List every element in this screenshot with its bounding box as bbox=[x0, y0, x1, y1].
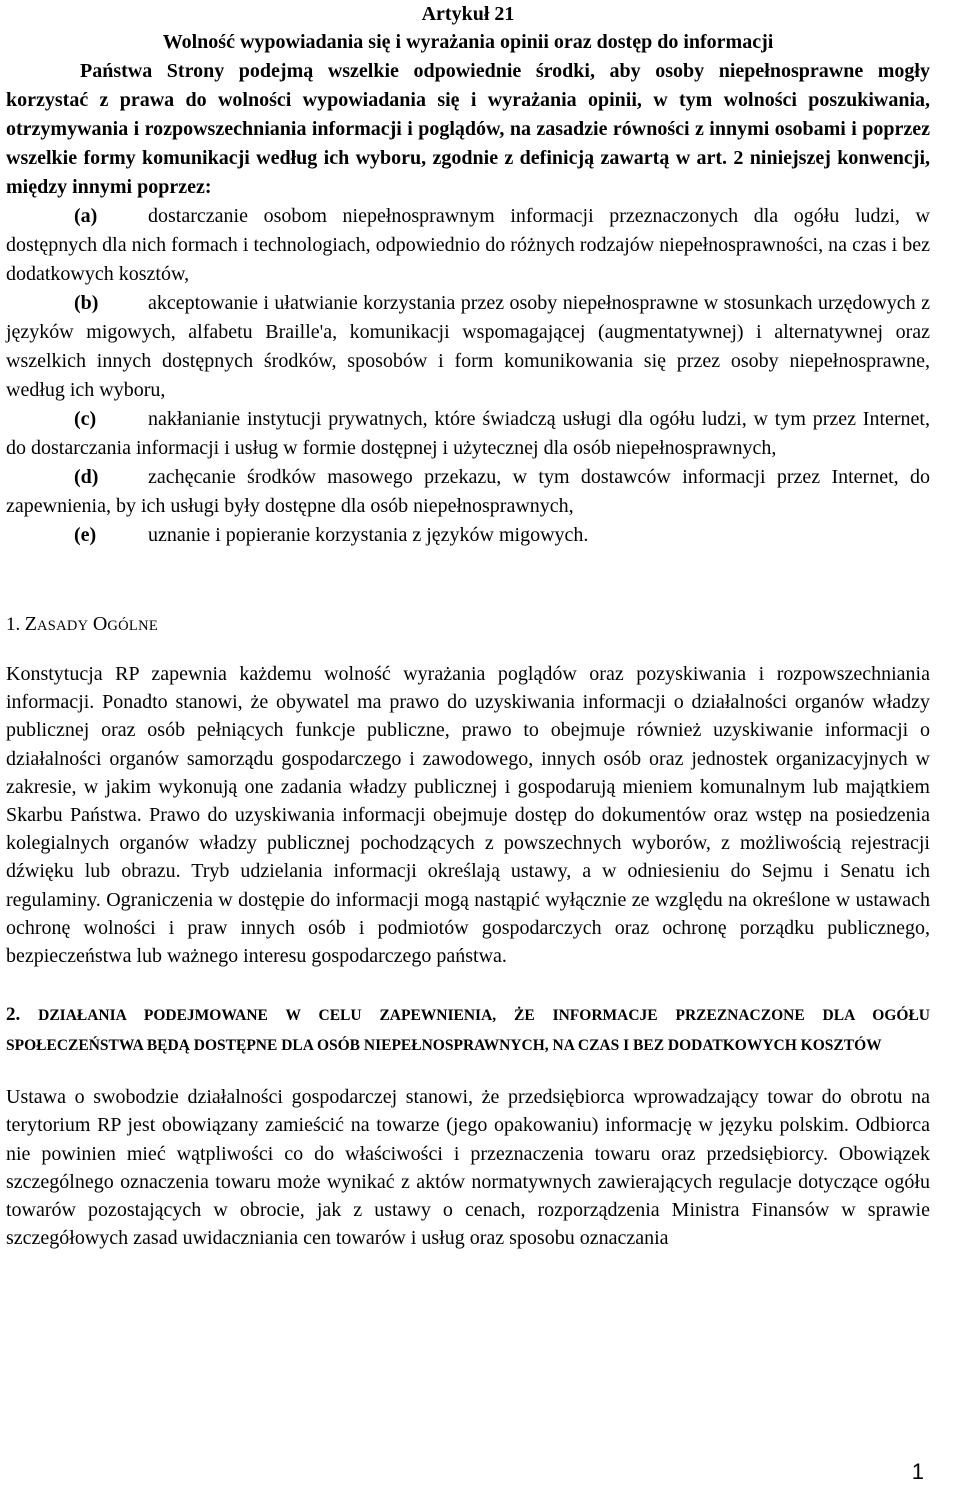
section-2-number: 2. bbox=[6, 1004, 21, 1026]
article-item-d bbox=[6, 463, 930, 521]
item-marker: (e) bbox=[74, 524, 97, 546]
section-2-heading bbox=[6, 1000, 930, 1061]
document-page bbox=[6, 0, 930, 1252]
item-text: akceptowanie i ułatwianie korzystania przez osoby niepełnosprawne w stosunkach urzędowych z języków migowych, alfabetu Braille'a, komunikacji wspomagającej (augmentatywnej) i alternatywnej oraz wszelkich innych dostępnych środków, sposobów i form komunikowania się przez osoby niepełnosprawne, według ich wyboru, bbox=[6, 292, 930, 401]
item-text: uznanie i popieranie korzystania z języków migowych. bbox=[148, 524, 589, 546]
article-number-title: Artykuł 21 bbox=[421, 3, 515, 25]
article-item-e bbox=[6, 521, 930, 550]
item-text: nakłanianie instytucji prywatnych, które świadczą usługi dla ogółu ludzi, w tym przez Internet, do dostarczania informacji i usług w formie dostępnej i użytecznej dla osób niepełnosprawnych, bbox=[6, 408, 930, 459]
section-1-paragraph: Konstytucja RP zapewnia każdemu wolność wyrażania poglądów oraz pozyskiwania i rozpowszechniania informacji. Ponadto stanowi, że obywatel ma prawo do uzyskiwania informacji o działalności organów władzy publicznej oraz osób pełniących funkcje publiczne, prawo to obejmuje również uzyskiwanie informacji o działalności organów samorządu gospodarczego i zawodowego, innych osób oraz jednostek organizacyjnych w zakresie, w jakim wykonują one zadania władzy publicznej i gospodarują mieniem komunalnym lub majątkiem Skarbu Państwa. Prawo do uzyskiwania informacji obejmuje dostęp do dokumentów oraz wstęp na posiedzenia kolegialnych organów władzy publicznej pochodzących z powszechnych wyborów, z możliwością rejestracji dźwięku lub obrazu. Tryb udzielania informacji określają ustawy, a w odniesieniu do Sejmu i Senatu ich regulaminy. Ograniczenia w dostępie do informacji mogą nastąpić wyłącznie ze względu na określone w ustawach ochronę wolności i praw innych osób i podmiotów gospodarczych oraz ochronę porządku publicznego, bezpieczeństwa lub ważnego interesu gospodarczego państwa. bbox=[6, 663, 930, 968]
section-1-heading-initial: O bbox=[92, 613, 108, 635]
item-marker: (b) bbox=[74, 292, 99, 314]
article-subtitle: Wolność wypowiadania się i wyrażania opinii oraz dostęp do informacji bbox=[162, 31, 774, 53]
section-1-heading bbox=[6, 612, 930, 638]
item-marker: (a) bbox=[74, 205, 98, 227]
article-intro: Państwa Strony podejmą wszelkie odpowiednie środki, aby osoby niepełnosprawne mogły korzystać z prawa do wolności wypowiadania się i wyrażania opinii, w tym wolności poszukiwania, otrzymywania i rozpowszechniania informacji i poglądów, na zasadzie równości z innymi osobami i poprzez wszelkie formy komunikacji według ich wyboru, zgodnie z definicją zawartą w art. 2 niniejszej konwencji, między innymi poprzez: bbox=[6, 60, 930, 198]
section-1-number: 1. bbox=[6, 614, 21, 635]
section-1-heading-rest: GÓLNE bbox=[107, 618, 159, 634]
section-1-heading-initial: Z bbox=[24, 613, 37, 635]
article-item-a bbox=[6, 202, 930, 289]
item-marker: (d) bbox=[74, 466, 99, 488]
article-block bbox=[6, 28, 930, 550]
section-2-paragraph: Ustawa o swobodzie działalności gospodarczej stanowi, że przedsiębiorca wprowadzający towar do obrotu na terytorium RP jest obowiązany zamieścić na towarze (jego opakowaniu) informację w języku polskim. Odbiorca nie powinien mieć wątpliwości co do właściwości i przeznaczenia towaru oraz przedsiębiorcy. Obowiązek szczególnego oznaczenia towaru może wynikać z aktów normatywnych zawierających regulacje dotyczące ogółu towarów pozostających w obrocie, jak z ustawy o cenach, rozporządzenia Ministra Finansów w sprawie szczegółowych zasad uwidaczniania cen towarów i usług oraz sposobu oznaczania bbox=[6, 1086, 930, 1250]
item-text: dostarczanie osobom niepełnosprawnym informacji przeznaczonych dla ogółu ludzi, w dostępnych dla nich formach i technologiach, odpowiednio do różnych rodzajów niepełnosprawności, na czas i bez dodatkowych kosztów, bbox=[6, 205, 930, 285]
item-text: zachęcanie środków masowego przekazu, w tym dostawców informacji przez Internet, do zapewnienia, by ich usługi były dostępne dla osób niepełnosprawnych, bbox=[6, 466, 930, 517]
section-1-heading-rest: ASADY bbox=[36, 618, 89, 634]
page-number: 1 bbox=[911, 1459, 924, 1484]
item-marker: (c) bbox=[74, 408, 97, 430]
section-2-heading-text: DZIAŁANIA PODEJMOWANE W CELU ZAPEWNIENIA, ŻE INFORMACJE PRZEZNACZONE DLA OGÓŁU SPOŁECZEŃSTWA BĘDĄ DOSTĘPNE DLA OSÓB NIEPEŁNOSPRAWNYCH, NA CZAS I BEZ DODATKOWYCH KOSZTÓW bbox=[6, 1007, 930, 1055]
article-item-b bbox=[6, 289, 930, 405]
article-item-c bbox=[6, 405, 930, 463]
